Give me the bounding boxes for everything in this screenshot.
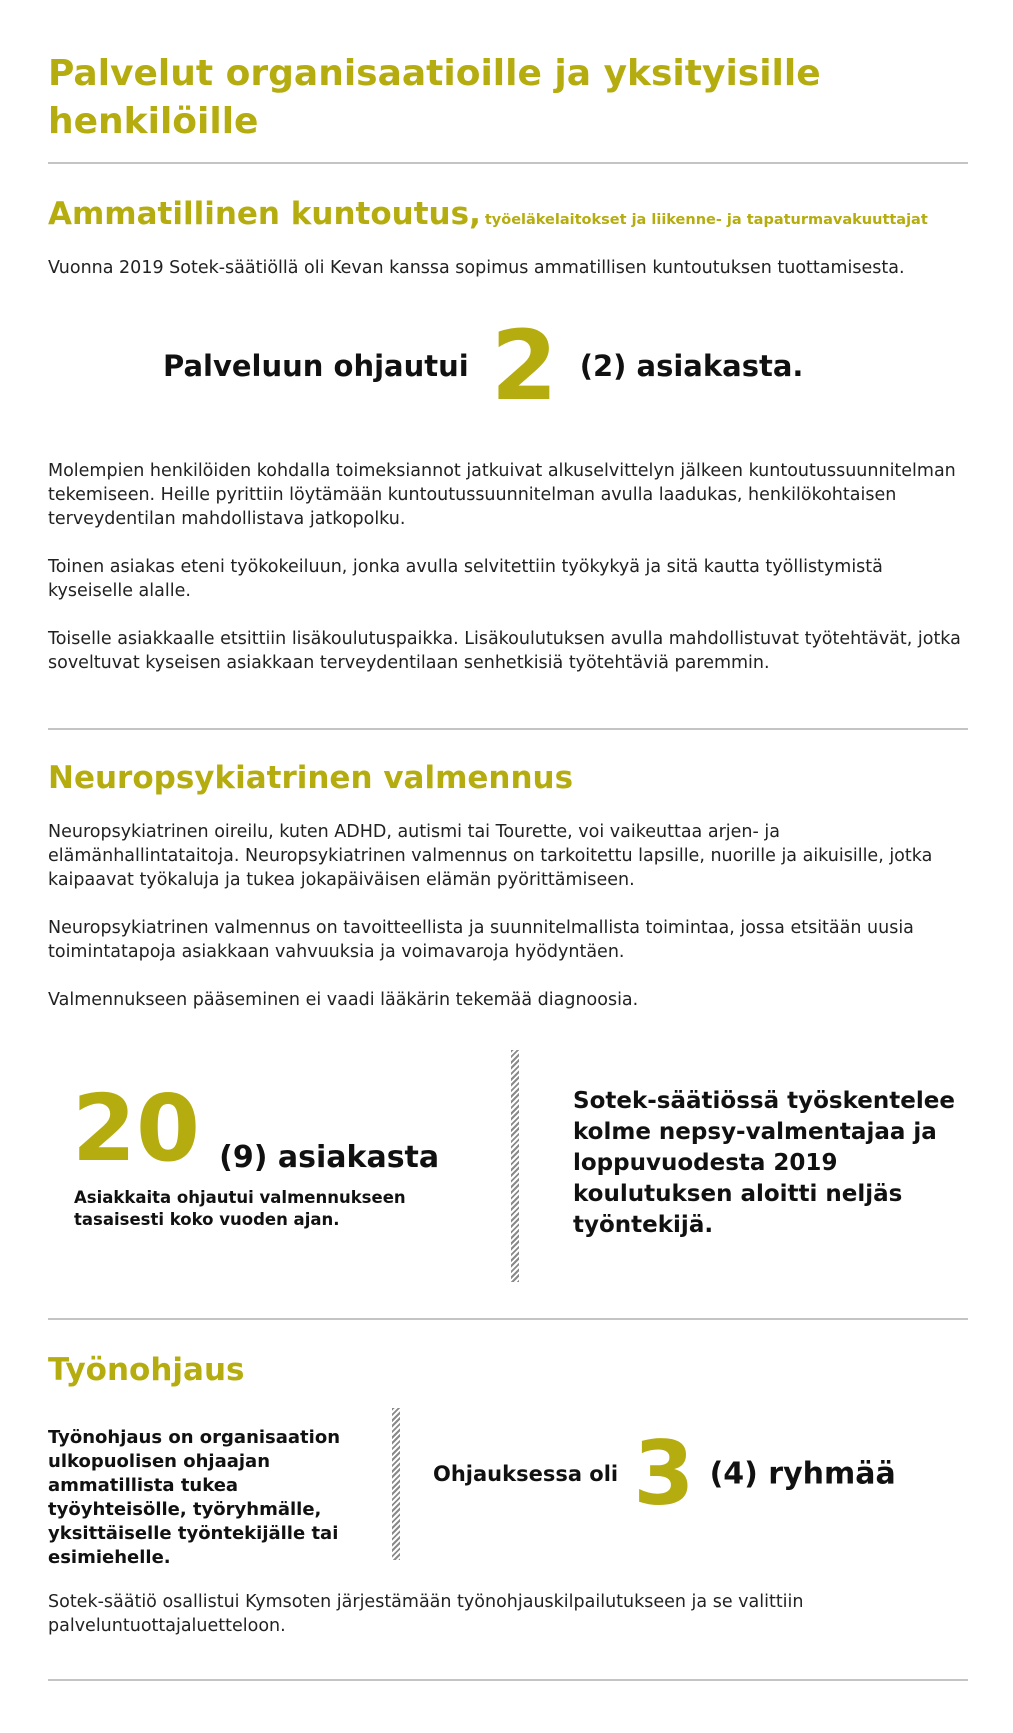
section-heading-neuropsykiatrinen: Neuropsykiatrinen valmennus — [48, 760, 574, 796]
section-heading-text: Ammatillinen kuntoutus, — [48, 196, 481, 232]
stat-big-number: 20 — [72, 1075, 201, 1182]
stat-big-number: 2 — [490, 310, 558, 422]
side-note: Sotek-säätiössä työskentelee kolme nepsy-valmentajaa ja loppuvuodesta 2019 koulutuksen aloitti neljäs työntekijä. — [573, 1088, 955, 1238]
stat-prefix: Palveluun ohjautui — [163, 349, 469, 383]
section-heading-ammatillinen — [48, 196, 928, 232]
striped-divider — [511, 1050, 519, 1282]
stat-caption: Asiakkaita ohjautui valmennukseen tasaisesti koko vuoden ajan. — [74, 1188, 406, 1229]
section2-paragraph-1: Neuropsykiatrinen oireilu, kuten ADHD, autismi tai Tourette, voi vaikeuttaa arjen- ja elämänhallintataitoja. Neuropsykiatrinen valmennus on tarkoitettu lapsille, nuorille ja aikuisille, jotka kaipaavat työkaluja ja tukea jokapäiväisen elämän pyörittämiseen. — [48, 822, 933, 890]
stat-prefix: Ohjauksessa oli — [433, 1462, 619, 1486]
section2-paragraph-2: Neuropsykiatrinen valmennus on tavoitteellista ja suunnitelmallista toimintaa, jossa etsitään uusia toimintatapoja asiakkaan vahvuuksia ja voimavaroja hyödyntäen. — [48, 918, 914, 962]
stat-ohjauksessa — [433, 1422, 973, 1525]
divider — [48, 162, 968, 164]
divider — [48, 1679, 968, 1681]
stat-suffix: (2) asiakasta. — [579, 349, 804, 383]
section1-intro: Vuonna 2019 Sotek-säätiöllä oli Kevan kanssa sopimus ammatillisen kuntoutuksen tuottamisesta. — [48, 258, 905, 278]
section1-paragraph-1: Molempien henkilöiden kohdalla toimeksiannot jatkuivat alkuselvittelyn jälkeen kuntoutussuunnitelman tekemiseen. Heille pyrittiin löytämään kuntoutussuunnitelman avulla laadukas, henkilökohtaisen terveydentilan mahdollistava jatkopolku. — [48, 461, 956, 529]
stat-suffix: (9) asiakasta — [219, 1140, 440, 1175]
section3-paragraph-1: Sotek-säätiö osallistui Kymsoten järjestämään työnohjauskilpailutukseen ja se valittiin palveluntuottajaluetteloon. — [48, 1592, 804, 1636]
stat-palveluun — [163, 310, 923, 422]
stat-suffix: (4) ryhmää — [709, 1456, 896, 1492]
divider — [48, 728, 968, 730]
section-heading-tyonohjaus: Työnohjaus — [48, 1352, 245, 1388]
section-subheading: työeläkelaitokset ja liikenne- ja tapaturmavakuuttajat — [484, 212, 928, 228]
divider — [48, 1318, 968, 1320]
section1-paragraph-3: Toiselle asiakkaalle etsittiin lisäkoulutuspaikka. Lisäkoulutuksen avulla mahdollistuvat työtehtävät, jotka soveltuvat kyseisen asiakkaan terveydentilaan senhetkisiä työtehtäviä paremmin. — [48, 629, 961, 673]
stat-big-number: 3 — [633, 1422, 695, 1525]
section1-paragraph-2: Toinen asiakas eteni työkokeiluun, jonka avulla selvitettiin työkykyä ja sitä kautta työllistymistä kyseiselle alalle. — [48, 557, 883, 601]
page-title: Palvelut organisaatioille ja yksityisille henkilöille — [48, 53, 821, 142]
striped-divider — [392, 1408, 400, 1560]
stat-valmennus — [72, 1075, 492, 1182]
tyonohjaus-definition: Työnohjaus on organisaation ulkopuolisen ohjaajan ammatillista tukea työyhteisölle, työryhmälle, yksittäiselle työntekijälle tai esimiehelle. — [48, 1427, 341, 1568]
section2-paragraph-3: Valmennukseen pääseminen ei vaadi lääkärin tekemää diagnoosia. — [48, 990, 639, 1010]
